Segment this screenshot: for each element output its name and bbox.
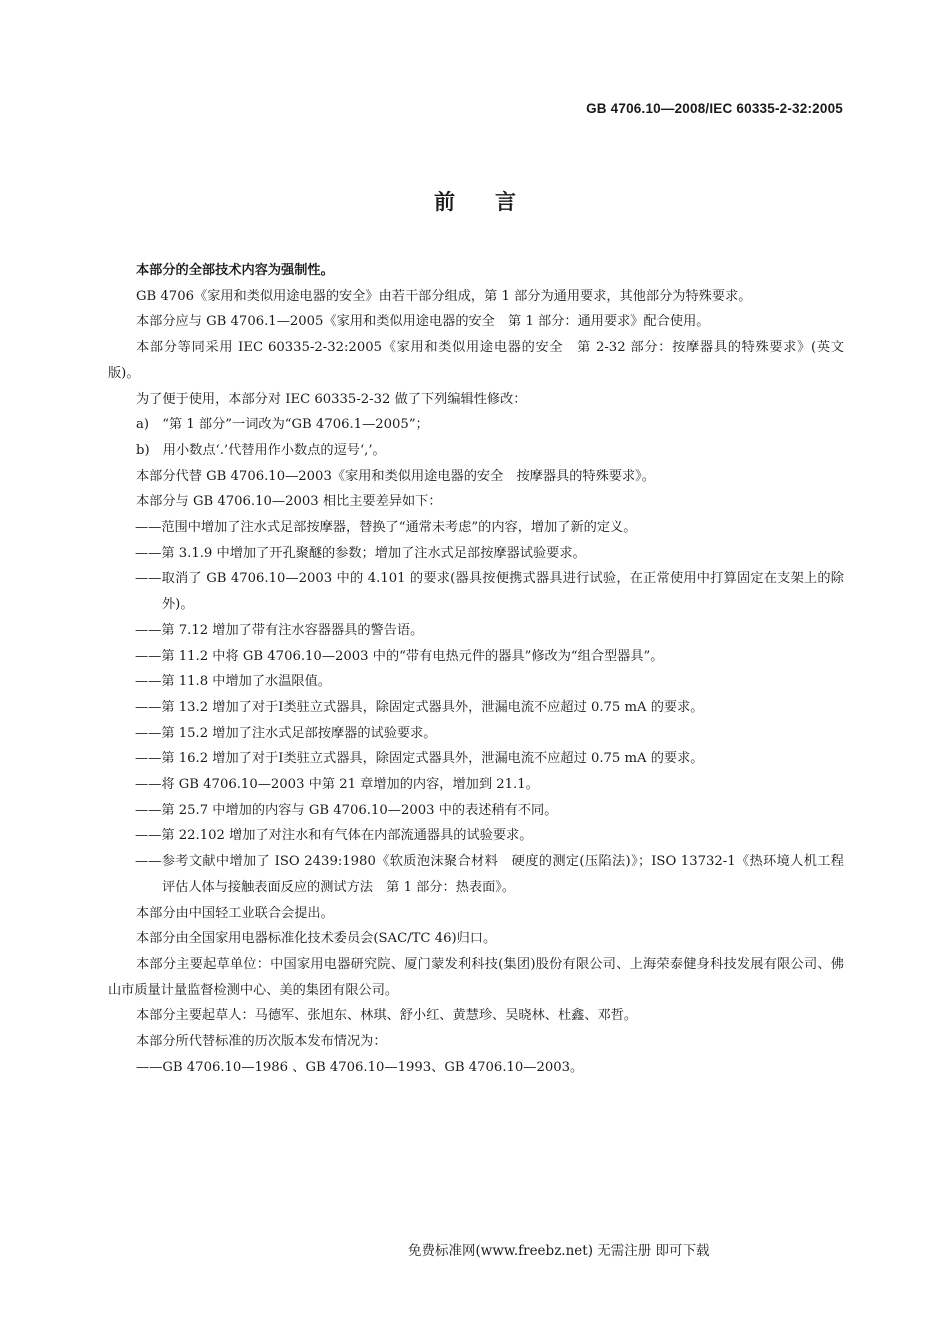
change-item: ——取消了 GB 4706.10—2003 中的 4.101 的要求(器具按便携式器具进行试验，在正常使用中打算固定在支架上的除外)。: [135, 571, 844, 613]
paragraph: 本部分所代替标准的历次版本发布情况为：: [136, 1034, 387, 1050]
change-item: ——第 7.12 增加了带有注水容器器具的警告语。: [135, 622, 424, 638]
paragraph: 本部分与 GB 4706.10—2003 相比主要差异如下：: [136, 494, 442, 510]
change-item: ——将 GB 4706.10—2003 中第 21 章增加的内容，增加到 21.1。: [135, 777, 539, 793]
paragraph: 本部分由全国家用电器标准化技术委员会(SAC/TC 46)归口。: [136, 931, 497, 947]
list-item: a) “第 1 部分”一词改为“GB 4706.1—2005”；: [136, 417, 429, 433]
paragraph: GB 4706《家用和类似用途电器的安全》由若干部分组成，第 1 部分为通用要求，其他部分为特殊要求。: [136, 288, 752, 304]
change-item: ——第 22.102 增加了对注水和有气体在内部流通器具的试验要求。: [135, 828, 533, 844]
change-item: ——第 11.2 中将 GB 4706.10—2003 中的“带有电热元件的器具”修改为“组合型器具”。: [135, 648, 664, 664]
change-item: ——第 3.1.9 中增加了开孔聚醚的参数；增加了注水式足部按摩器试验要求。: [135, 545, 586, 561]
footer-watermark: 免费标准网(www.freebz.net) 无需注册 即可下载: [408, 1243, 710, 1259]
paragraph: 本部分代替 GB 4706.10—2003《家用和类似用途电器的安全 按摩器具的特殊要求》。: [136, 468, 655, 484]
paragraph: 本部分等同采用 IEC 60335-2-32:2005《家用和类似用途电器的安全 第 2-32 部分：按摩器具的特殊要求》(英文版)。: [108, 340, 844, 381]
change-item: ——参考文献中增加了 ISO 2439:1980《软质泡沫聚合材料 硬度的测定(压陷法)》；ISO 13732-1《热环境人机工程 评估人体与接触表面反应的测试方法 第 1 部分：热表面》。: [135, 854, 858, 895]
change-item: ——范围中增加了注水式足部按摩器，替换了“通常未考虑”的内容，增加了新的定义。: [135, 520, 637, 536]
change-item: ——第 11.8 中增加了水温限值。: [135, 674, 331, 690]
change-item: ——第 13.2 增加了对于Ⅰ类驻立式器具，除固定式器具外，泄漏电流不应超过 0.75 mA 的要求。: [135, 699, 704, 715]
mandatory-statement: 本部分的全部技术内容为强制性。: [136, 263, 334, 278]
paragraph: 为了便于使用，本部分对 IEC 60335-2-32 做了下列编辑性修改：: [136, 391, 527, 407]
paragraph: 本部分主要起草人：马德军、张旭东、林琪、舒小红、黄慧珍、吴晓林、杜鑫、邓哲。: [136, 1008, 638, 1024]
change-item: ——第 25.7 中增加的内容与 GB 4706.10—2003 中的表述稍有不同。: [135, 802, 558, 818]
standard-code: GB 4706.10—2008/IEC 60335-2-32:2005: [586, 101, 843, 116]
list-item: b) 用小数点‘.’代替用作小数点的逗号‘,’。: [136, 442, 386, 458]
page-title: 前言: [434, 190, 556, 214]
change-item: ——第 15.2 增加了注水式足部按摩器的试验要求。: [135, 725, 437, 741]
paragraph: 本部分应与 GB 4706.1—2005《家用和类似用途电器的安全 第 1 部分：通用要求》配合使用。: [136, 314, 710, 330]
document-body: [108, 258, 858, 1081]
change-item: ——第 16.2 增加了对于Ⅰ类驻立式器具，除固定式器具外，泄漏电流不应超过 0.75 mA 的要求。: [135, 751, 704, 767]
paragraph: 本部分主要起草单位：中国家用电器研究院、厦门蒙发利科技(集团)股份有限公司、上海荣泰健身科技发展有限公司、佛山市质量计量监督检测中心、美的集团有限公司。: [108, 956, 844, 998]
paragraph: 本部分由中国轻工业联合会提出。: [136, 905, 334, 921]
history-versions: ——GB 4706.10—1986 、GB 4706.10—1993、GB 4706.10—2003。: [136, 1059, 584, 1075]
